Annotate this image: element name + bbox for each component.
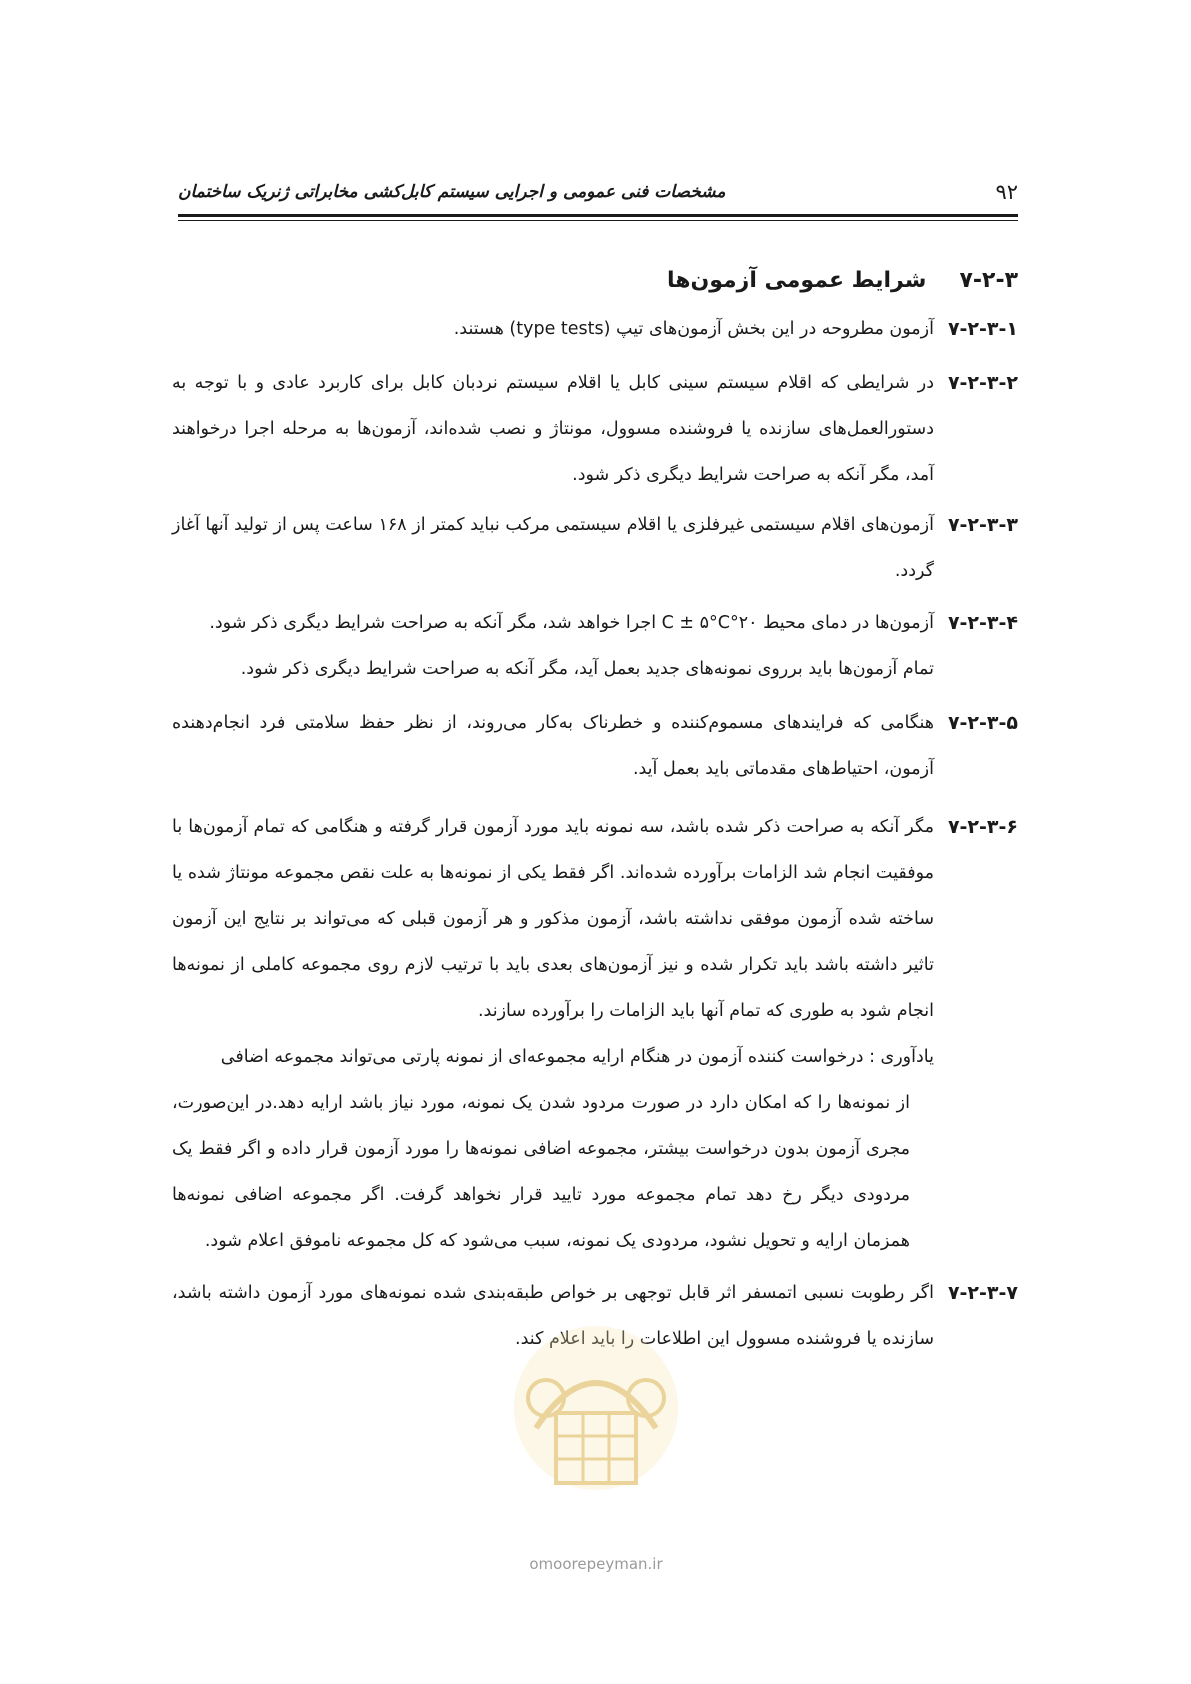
clause-1 bbox=[172, 306, 1018, 352]
note-first-line bbox=[172, 1034, 1018, 1080]
note-text: از نمونه‌ها را که امکان دارد در صورت مردود شدن یک نمونه، مورد نیاز باشد ارایه دهد.در این‌صورت، مجری آزمون بدون درخواست بیشتر، مجموعه اضافی نمونه‌ها را مورد آزمون قرار داده و اگر فقط یک مردودی دیگر رخ دهد تمام مجموعه مورد تایید قرار نخواهد گرفت. اگر مجموعه اضافی نمونه‌ها همزمان ارایه و تحویل نشود، مردودی یک نمونه، سبب می‌شود که کل مجموعه ناموفق اعلام شود. bbox=[172, 1093, 910, 1251]
clause-number: ۷-۲-۳-۶ bbox=[947, 816, 1018, 838]
section-number: ۷-۲-۳ bbox=[959, 268, 1018, 293]
clause-text: اگر رطوبت نسبی اتمسفر اثر قابل توجهی بر خواص طبقه‌بندی شده نمونه‌های مورد آزمون داشته باشد، سازنده یا فروشنده مسوول این اطلاعات را باید اعلام کند. bbox=[172, 1283, 934, 1349]
running-title: مشخصات فنی عمومی و اجرایی سیستم کابل‌کشی مخابراتی ژنریک ساختمان bbox=[178, 182, 726, 202]
clause-number: ۷-۲-۳-۲ bbox=[947, 372, 1018, 394]
page-number: ۹۲ bbox=[995, 180, 1018, 204]
header-rule-thin bbox=[178, 220, 1018, 221]
header-rule-thick bbox=[178, 214, 1018, 217]
clause-text: مگر آنکه به صراحت ذکر شده باشد، سه نمونه باید مورد آزمون قرار گرفته و هنگامی که تمام آزمون‌ها با موفقیت انجام شد الزامات برآورده شده‌اند. اگر فقط یکی از نمونه‌ها به علت نقص مجموعه مونتاژ شده یا ساخته شده آزمون موفقی نداشته باشد، آزمون مذکور و هر آزمون قبلی که می‌تواند بر نتایج این آزمون تاثیر داشته باشد باید تکرار شده و نیز آزمون‌های بعدی باید با ترتیب لازم روی مجموعه کاملی از نمونه‌ها انجام شود به طوری که تمام آنها باید الزامات را برآورده سازند. bbox=[172, 817, 934, 1021]
clause-text: هنگامی که فرایندهای مسموم‌کننده و خطرناک به‌کار می‌روند، از نظر حفظ سلامتی فرد انجام‌دهنده آزمون، احتیاط‌های مقدماتی باید بعمل آید. bbox=[172, 713, 934, 779]
clause-number: ۷-۲-۳-۴ bbox=[947, 612, 1018, 634]
clause-number: ۷-۲-۳-۳ bbox=[947, 514, 1018, 536]
watermark-logo bbox=[476, 1318, 716, 1498]
clause-text: تمام آزمون‌ها باید برروی نمونه‌های جدید بعمل آید، مگر آنکه به صراحت شرایط دیگری ذکر شود. bbox=[240, 659, 934, 679]
note-body bbox=[172, 1080, 934, 1264]
clause-number: ۷-۲-۳-۱ bbox=[947, 318, 1018, 340]
clause-number: ۷-۲-۳-۵ bbox=[947, 712, 1018, 734]
clause-text: آزمون مطروحه در این بخش آزمون‌های تیپ (type tests) هستند. bbox=[453, 319, 934, 339]
clause-text: در شرایطی که اقلام سیستم سینی کابل یا اقلام سیستم نردبان کابل برای کاربرد عادی و با توجه به دستورالعمل‌های سازنده یا فروشنده مسوول، مونتاژ و نصب شده‌اند، آزمون‌ها به مرحله اجرا درخواهند آمد، مگر آنکه به صراحت شرایط دیگری ذکر شود. bbox=[172, 373, 934, 485]
clause-3 bbox=[172, 502, 1018, 594]
note-label-line: یادآوری : درخواست کننده آزمون در هنگام ارایه مجموعه‌ای از نمونه پارتی می‌تواند مجموعه اضافی bbox=[220, 1047, 934, 1067]
clause-2 bbox=[172, 360, 1018, 498]
clause-4 bbox=[172, 600, 1018, 692]
section-title: شرایط عمومی آزمون‌ها bbox=[666, 268, 927, 293]
clause-6 bbox=[172, 804, 1018, 1034]
clause-5 bbox=[172, 700, 1018, 792]
section-heading bbox=[667, 268, 1018, 293]
clause-text: آزمون‌های اقلام سیستمی غیرفلزی یا اقلام سیستمی مرکب نباید کمتر از ۱۶۸ ساعت پس از تولید آنها آغاز گردد. bbox=[172, 515, 934, 581]
clause-number: ۷-۲-۳-۷ bbox=[947, 1282, 1018, 1304]
page-header bbox=[178, 178, 1018, 218]
watermark-site: omoorepeyman.ir bbox=[529, 1555, 663, 1573]
clause-text: آزمون‌ها در دمای محیط ۲۰°C ± ۵°C اجرا خواهد شد، مگر آنکه به صراحت شرایط دیگری ذکر شود. bbox=[209, 613, 934, 633]
